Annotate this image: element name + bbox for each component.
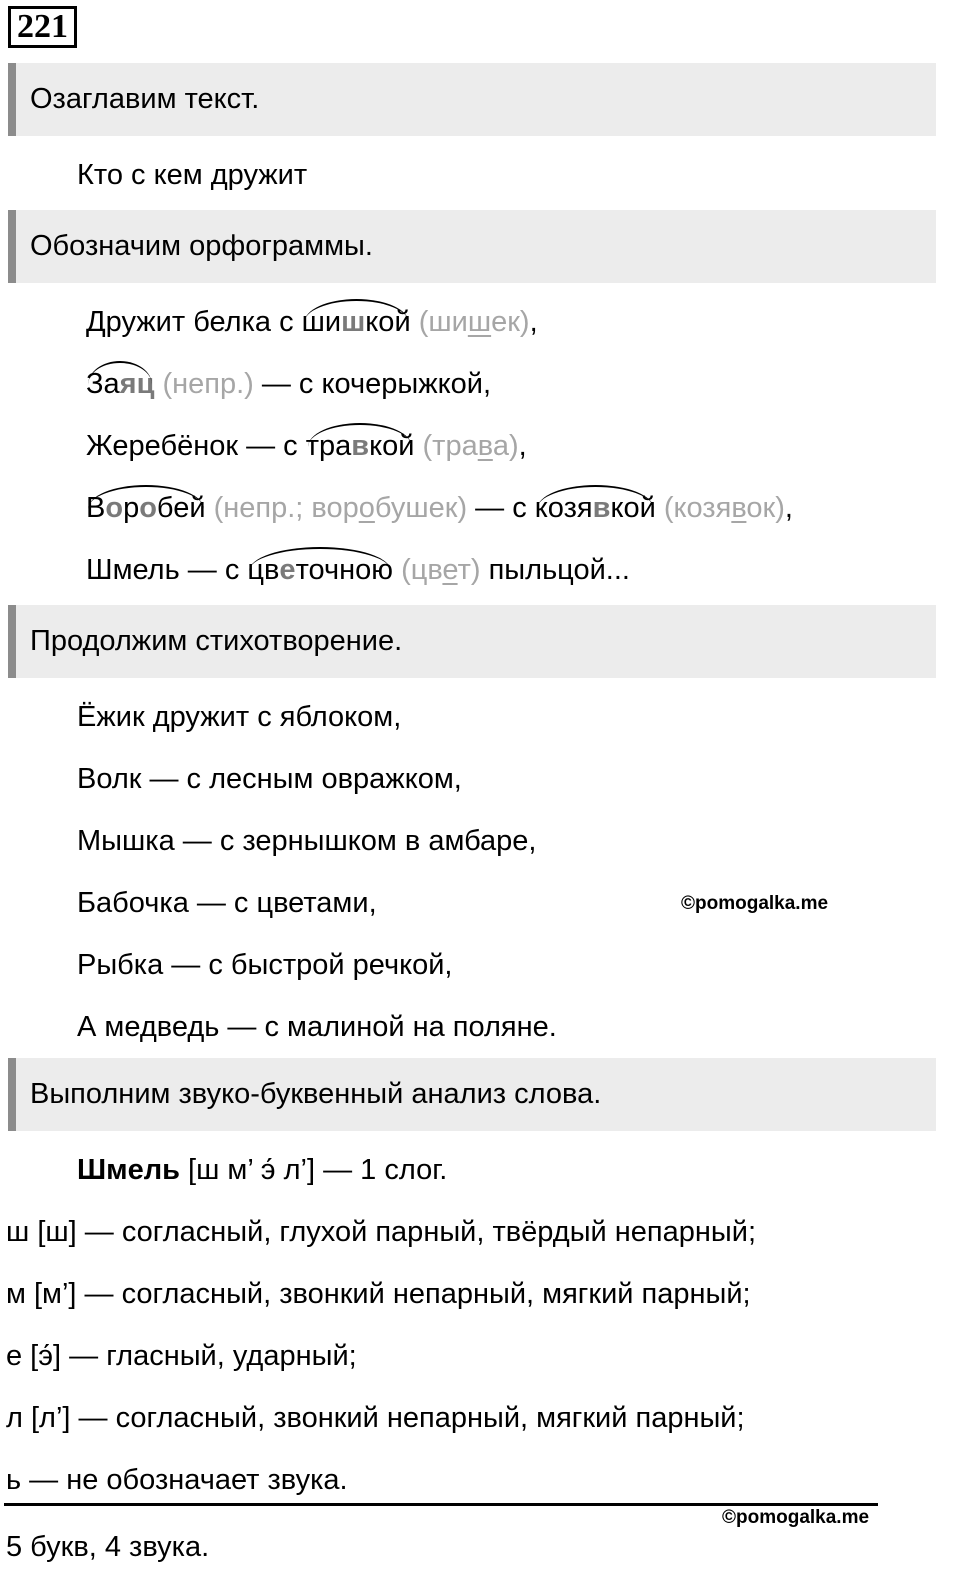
continuation-line: Мышка — с зернышком в амбаре, [77, 825, 537, 857]
section-spelling-heading: Обозначим орфограммы. [8, 210, 936, 283]
analysis-letter-line: м [м’] — согласный, звонкий непарный, мягкий парный; [6, 1278, 751, 1310]
spelling-line-3: Жеребёнок — с травкой (трава), [86, 426, 527, 466]
watermark: ©pomogalka.me [681, 893, 829, 914]
spelling-line-2: Заяц (непр.) — с кочерыжкой, [86, 364, 491, 404]
analysis-summary: 5 букв, 4 звука. [6, 1531, 210, 1563]
poem-title: Кто с кем дружит [77, 159, 308, 191]
spelling-line-5: Шмель — с цветочною (цвет) пыльцой... [86, 550, 630, 590]
analysis-letter-line: ь — не обозначает звука. [6, 1464, 348, 1496]
analysis-word-line: Шмель [ш м’ э́ л’] — 1 слог. [77, 1154, 448, 1186]
analysis-letter-line: л [л’] — согласный, звонкий непарный, мягкий парный; [6, 1402, 745, 1434]
divider [4, 1503, 878, 1506]
section-analysis-heading: Выполним звуко-буквенный анализ слова. [8, 1058, 936, 1131]
analysis-letter-line: е [э́] — гласный, ударный; [6, 1340, 357, 1372]
spelling-line-1: Дружит белка с шишкой (шишек), [86, 302, 538, 342]
watermark: ©pomogalka.me [722, 1507, 870, 1528]
continuation-line: Волк — с лесным овражком, [77, 763, 462, 795]
continuation-line: Ёжик дружит с яблоком, [77, 701, 402, 733]
continuation-line: А медведь — с малиной на поляне. [77, 1011, 557, 1043]
section-title-heading: Озаглавим текст. [8, 63, 936, 136]
continuation-line: Бабочка — с цветами, [77, 887, 377, 919]
task-number: 221 [8, 6, 77, 48]
analysis-letter-line: ш [ш] — согласный, глухой парный, твёрдый непарный; [6, 1216, 757, 1248]
spelling-line-4: Воробей (непр.; воробушек) — с козявкой (козявок), [86, 488, 793, 528]
section-continue-heading: Продолжим стихотворение. [8, 605, 936, 678]
continuation-line: Рыбка — с быстрой речкой, [77, 949, 453, 981]
